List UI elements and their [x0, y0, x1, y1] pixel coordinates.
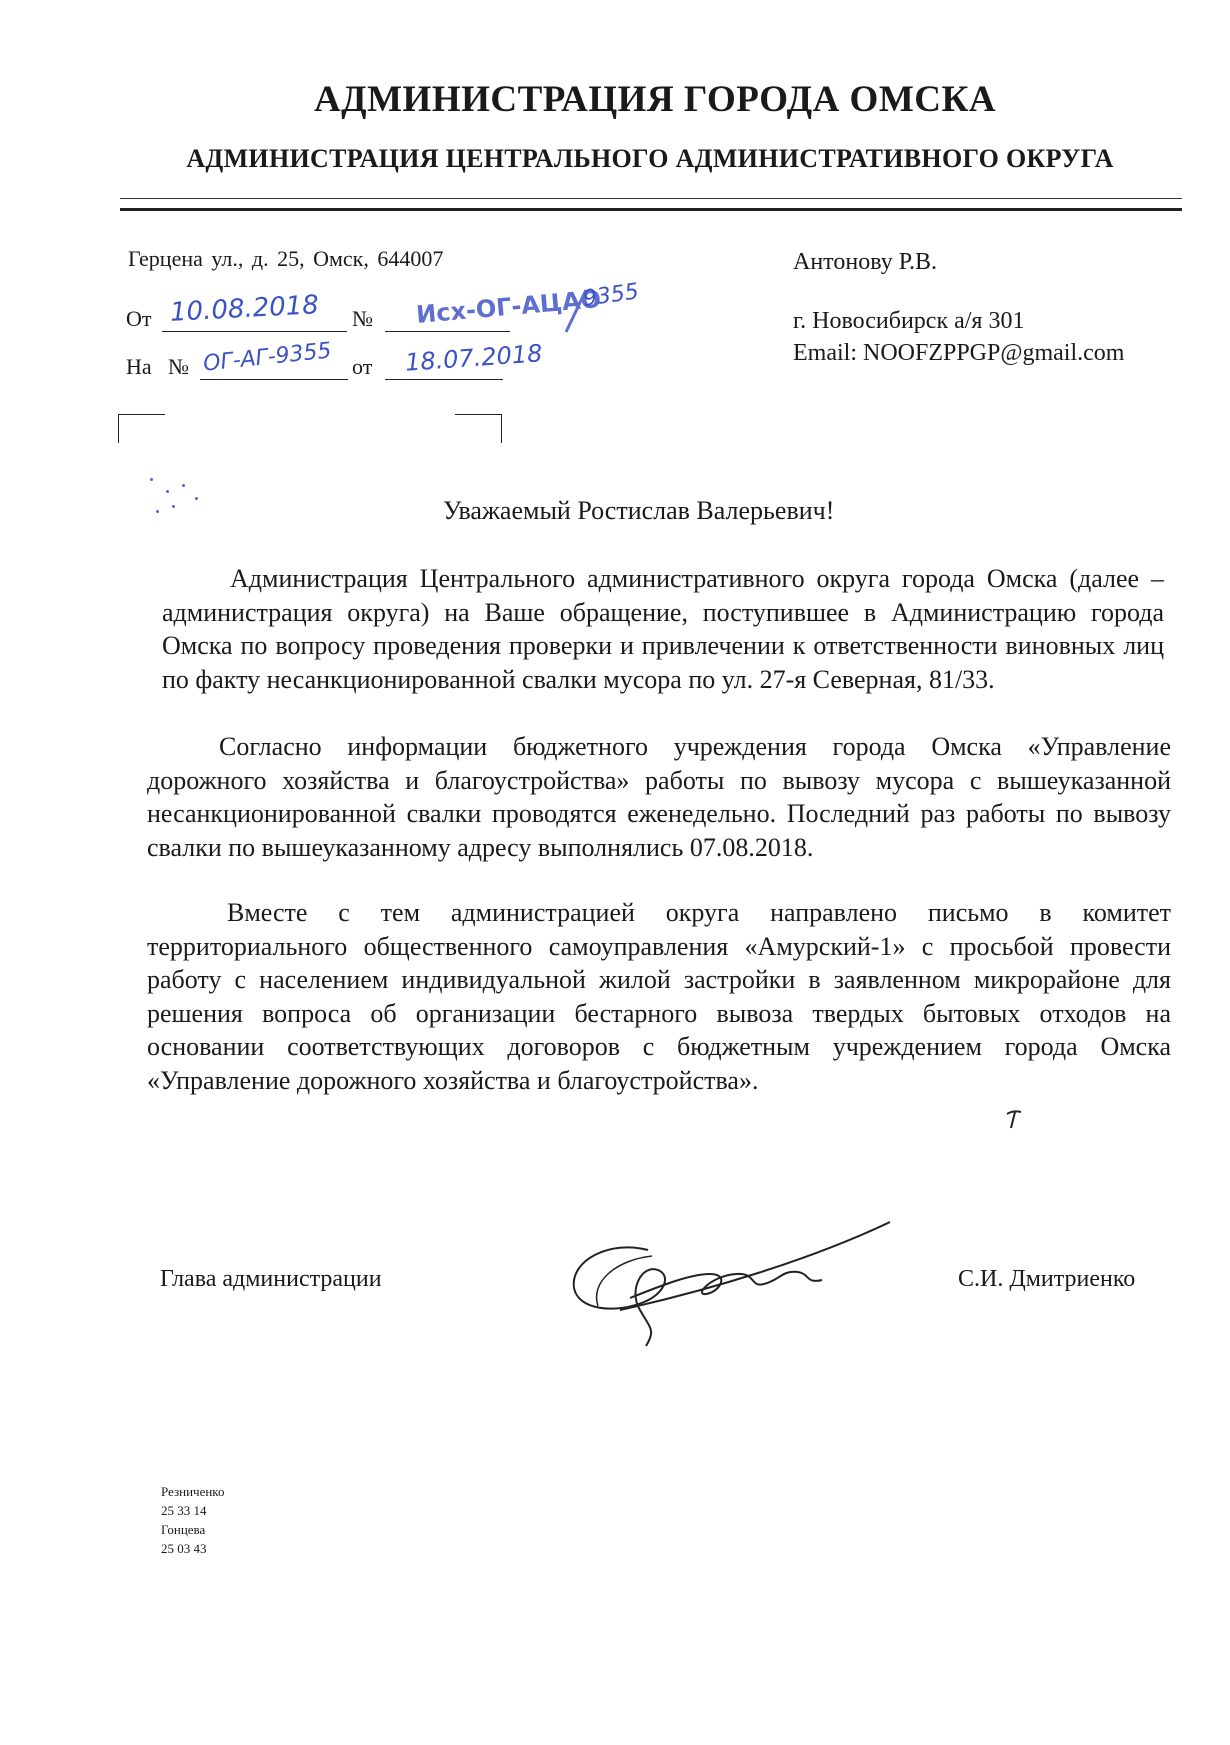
contact-line: Гонцева [161, 1522, 206, 1537]
scan-speck [172, 505, 175, 508]
scan-speck [195, 497, 198, 500]
body-paragraph-2: Согласно информации бюджетного учреждения города Омска «Управление дорожного хозяйства и благоустройства» работы по вывозу мусора с вышеуказанной несанкционированной свалки проводятся еженедельно. Последний раз работы по вывозу свалки по вышеуказанному адресу выполнялись 07.08.2018. [147, 732, 1171, 862]
incoming-number-handwritten: ОГ-АГ-9355 [202, 338, 333, 377]
outgoing-date-line [162, 331, 347, 332]
org-title: АДМИНИСТРАЦИЯ ГОРОДА ОМСКА [313, 79, 997, 120]
org-subtitle: АДМИНИСТРАЦИЯ ЦЕНТРАЛЬНОГО АДМИНИСТРАТИВНОГО ОКРУГА [186, 144, 1114, 173]
header-rule-thick [120, 208, 1182, 211]
incoming-date-handwritten: 18.07.2018 [404, 339, 544, 377]
outgoing-number-stamp: Исх-ОГ-АЦАО [415, 284, 603, 330]
header-rule-thin [120, 198, 1182, 199]
signatory-name: С.И. Дмитриенко [958, 1266, 1136, 1292]
recipient-address: г. Новосибирск а/я 301 [793, 308, 1025, 334]
incoming-number-line [200, 379, 348, 380]
handwritten-signature [560, 1210, 900, 1360]
corner-bracket-right [455, 414, 502, 443]
recipient-name: Антонову Р.В. [793, 249, 938, 275]
scan-speck [166, 490, 169, 493]
contact-line: 25 03 43 [161, 1541, 207, 1556]
body-paragraph-3: Вместе с тем администрацией округа направлено письмо в комитет территориального общественного самоуправления «Амурский-1» с просьбой провести работу с населением индивидуальной жилой застройки в заявленном микрорайоне для решения вопроса об организации бестарного вывоза твердых бытовых отходов на основании соответствующих договоров с бюджетным учреждением города Омска «Управление дорожного хозяйства и благоустройства». [147, 898, 1171, 1095]
scan-speck [150, 478, 153, 481]
recipient-email: Email: NOOFZPPGP@gmail.com [793, 340, 1125, 366]
signatory-role: Глава администрации [160, 1266, 382, 1292]
scan-speck [156, 510, 159, 513]
body-paragraph-1: Администрация Центрального административного округа города Омска (далее – администрация округа) на Ваше обращение, поступившее в Администрацию города Омска по вопросу проведения проверки и привлечении к ответственности виновных лиц по факту несанкционированной свалки мусора по ул. 27-я Северная, 81/33. [162, 564, 1164, 694]
date-label: от [352, 354, 373, 379]
scan-speck [182, 484, 185, 487]
contacts-block [161, 1482, 224, 1558]
contact-line: 25 33 14 [161, 1503, 207, 1518]
contact-line: Резниченко [161, 1484, 225, 1499]
greeting: Уважаемый Ростислав Валерьевич! [443, 496, 835, 525]
sender-address: Герцена ул., д. 25, Омск, 644007 [128, 246, 444, 271]
ink-mark [1003, 1106, 1027, 1132]
outgoing-number-handwritten: 9355 [581, 279, 641, 312]
reply-number-label: № [168, 354, 189, 379]
outgoing-number-line [385, 331, 510, 332]
incoming-date-line [385, 379, 503, 380]
from-label: От [126, 306, 152, 331]
corner-bracket-left [118, 414, 165, 443]
number-label: № [352, 306, 373, 331]
reply-label: На [126, 354, 152, 379]
outgoing-date-handwritten: 10.08.2018 [169, 290, 320, 328]
